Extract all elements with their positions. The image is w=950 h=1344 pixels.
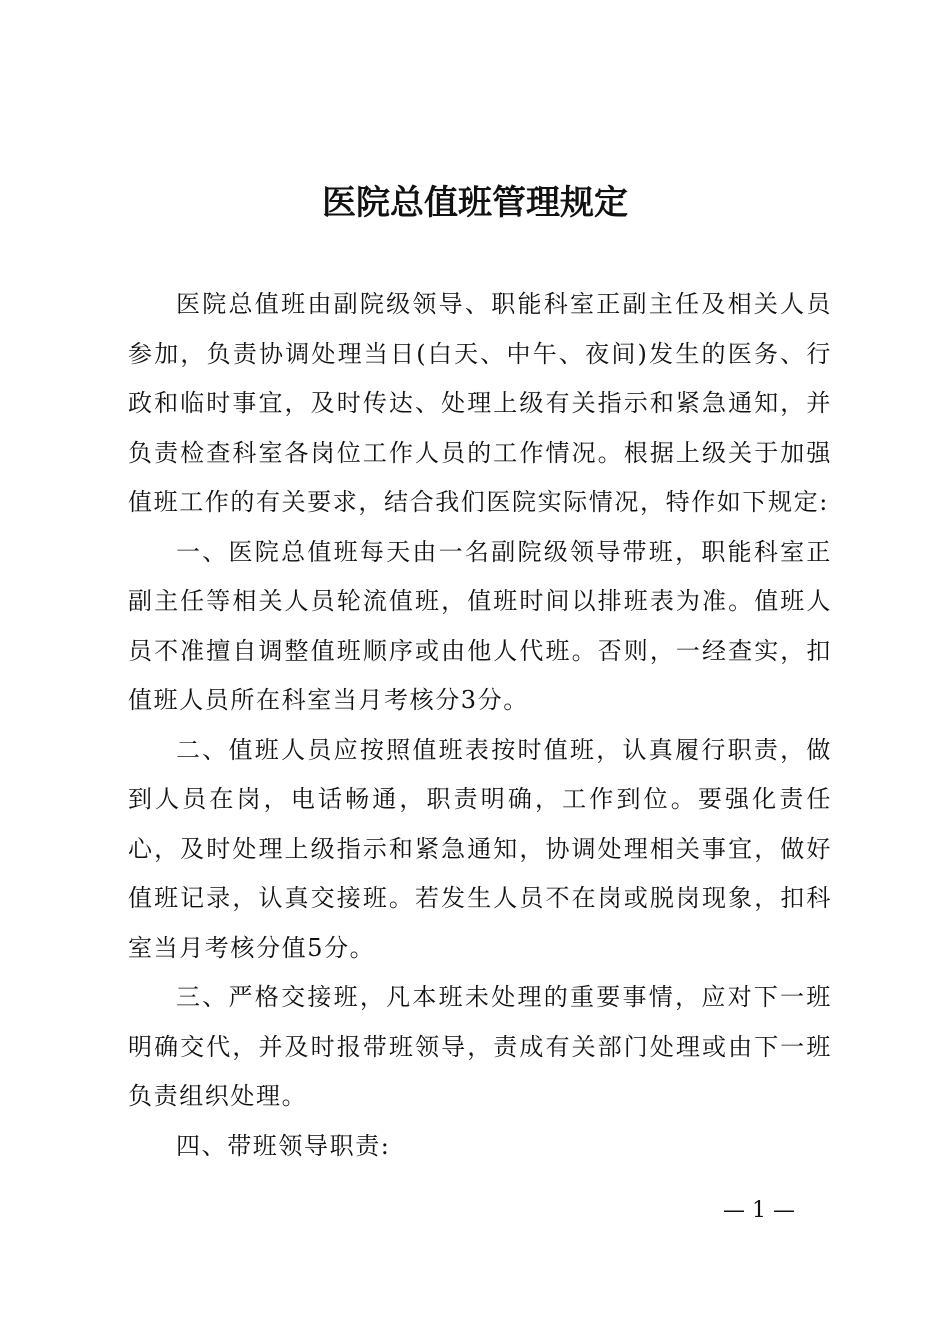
paragraph-rule-3: 三、严格交接班，凡本班未处理的重要事情，应对下一班明确交代，并及时报带班领导，责成有关部门处理或由下一班负责组织处理。 — [128, 983, 832, 1110]
paragraph-intro: 医院总值班由副院级领导、职能科室正副主任及相关人员参加，负责协调处理当日(白天、中午、夜间)发生的医务、行政和临时事宜，及时传达、处理上级有关指示和紧急通知，并负责检查科室各岗位工作人员的工作情况。根据上级关于加强值班工作的有关要求，结合我们医院实际情况，特作如下规定: — [128, 290, 832, 516]
paragraph-rule-4: 四、带班领导职责: — [176, 1131, 391, 1160]
page-number: — 1 — — [723, 1198, 795, 1223]
paragraph-rule-2: 二、值班人员应按照值班表按时值班，认真履行职责，做到人员在岗，电话畅通，职责明确，工作到位。要强化责任心，及时处理上级指示和紧急通知，协调处理相关事宜，做好值班记录，认真交接班。若发生人员不在岗或脱岗现象，扣科室当月考核分值5分。 — [128, 735, 832, 962]
paragraph-rule-1: 一、医院总值班每天由一名副院级领导带班，职能科室正副主任等相关人员轮流值班，值班时间以排班表为准。值班人员不准擅自调整值班顺序或由他人代班。否则，一经查实，扣值班人员所在科室当月考核分3分。 — [128, 537, 832, 714]
document-title: 医院总值班管理规定 — [322, 183, 628, 223]
document-body — [128, 280, 832, 1171]
